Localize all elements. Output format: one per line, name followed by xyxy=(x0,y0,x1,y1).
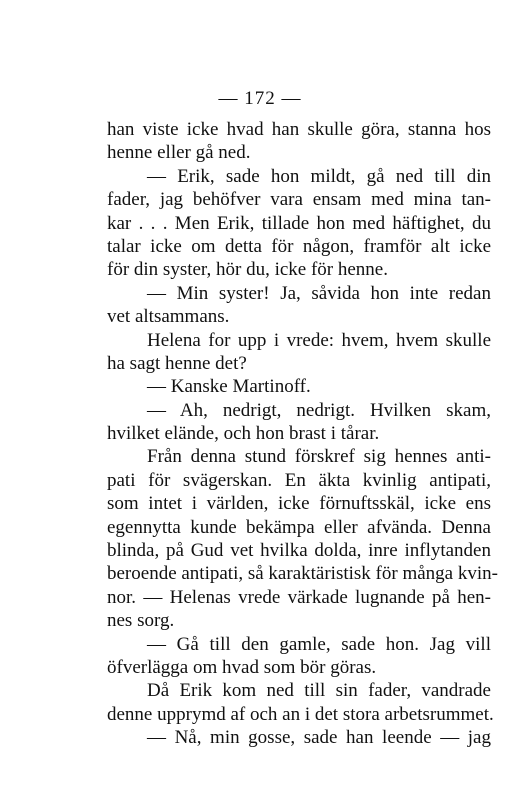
text-line: hvilket elände, och hon brast i tårar. xyxy=(107,423,380,445)
text-line: Då Erik kom ned till sin fader, vandrade xyxy=(147,680,491,702)
text-line: pati för svägerskan. En äkta kvinlig antipati, xyxy=(107,469,491,491)
text-line: henne eller gå ned. xyxy=(107,142,251,164)
text-line: vet altsammans. xyxy=(107,306,230,328)
text-line: han viste icke hvad han skulle göra, stanna hos xyxy=(107,119,491,140)
text-line: nor. — Helenas vrede värkade lugnande på hen- xyxy=(107,586,491,608)
text-line: egennytta kunde bekämpa eller afvända. Denna xyxy=(107,516,491,538)
text-line: Från denna stund förskref sig hennes anti- xyxy=(147,446,491,468)
text-line: blinda, på Gud vet hvilka dolda, inre inflytanden xyxy=(107,540,491,562)
text-line: som intet i världen, icke förnuftsskäl, icke ens xyxy=(107,493,491,515)
text-line: — Gå till den gamle, sade hon. Jag vill xyxy=(147,633,491,655)
text-line: — Nå, min gosse, sade han leende — jag xyxy=(147,727,491,749)
text-line: beroende antipati, så karaktäristisk för många kvin- xyxy=(107,563,498,585)
text-line: för din syster, hör du, icke för henne. xyxy=(107,259,388,281)
page-number: — 172 — xyxy=(218,88,302,109)
text-line: denne upprymd af och an i det stora arbetsrummet. xyxy=(107,703,494,725)
text-line: fader, jag behöfver vara ensam med mina tan- xyxy=(107,189,491,211)
text-line: kar . . . Men Erik, tillade hon med häftighet, du xyxy=(107,212,491,234)
text-line: öfverlägga om hvad som bör göras. xyxy=(107,656,377,678)
text-line: ha sagt henne det? xyxy=(107,352,247,374)
text-line: — Erik, sade hon mildt, gå ned till din xyxy=(147,165,491,187)
text-line: Helena for upp i vrede: hvem, hvem skulle xyxy=(147,329,491,351)
text-line: — Min syster! Ja, såvida hon inte redan xyxy=(147,282,491,304)
body-text xyxy=(107,118,498,750)
text-line: — Ah, nedrigt, nedrigt. Hvilken skam, xyxy=(147,399,491,421)
text-line: nes sorg. xyxy=(107,610,175,632)
text-line: talar icke om detta för någon, framför alt icke xyxy=(107,235,491,257)
text-line: — Kanske Martinoff. xyxy=(147,376,311,398)
